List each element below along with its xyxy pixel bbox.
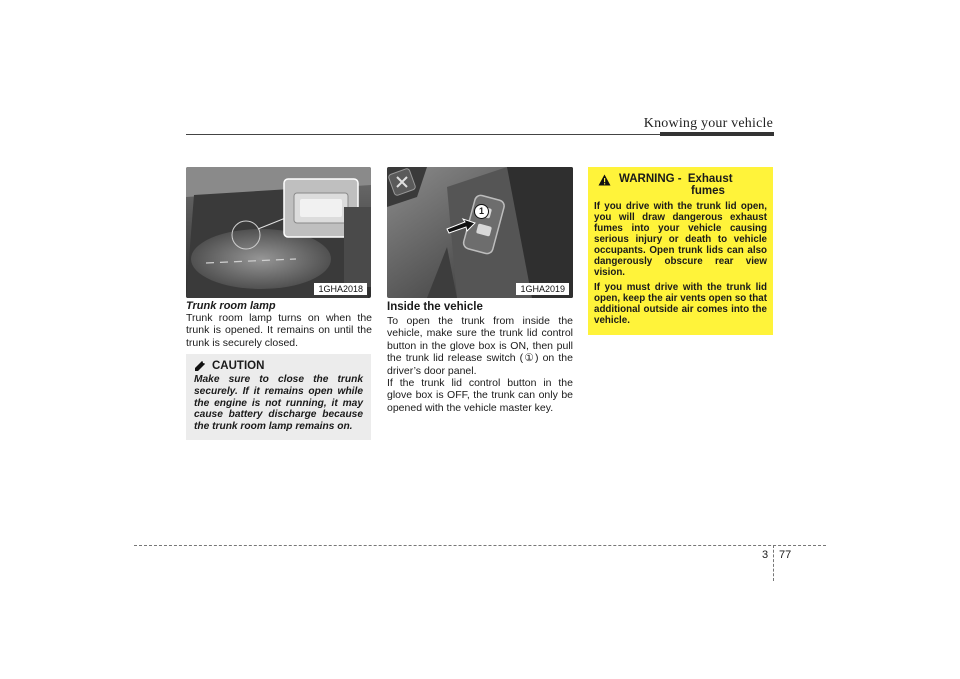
trunk-lamp-photo <box>186 167 371 298</box>
figure-code: 1GHA2018 <box>314 283 367 295</box>
caution-pen-icon <box>194 360 206 372</box>
door-panel-illustration <box>387 167 573 298</box>
warning-title-line2: fumes <box>691 185 725 197</box>
inside-vehicle-paragraph-2: If the trunk lid control button in the glove box is OFF, the trunk can only be opened with the vehicle master key. <box>387 377 573 414</box>
caution-title: CAUTION <box>212 360 265 372</box>
trunk-lamp-description: Trunk room lamp turns on when the trunk is opened. It remains on until the trunk is securely closed. <box>186 312 372 349</box>
caution-title-row <box>194 360 363 372</box>
warning-text-1: If you drive with the trunk lid open, you will draw dangerous exhaust fumes into your vehicle causing serious injury or death to vehicle occupants. Open trunk lids can also dangerously obscure rear view vision. <box>594 201 767 278</box>
callout-number: 1 <box>474 204 489 219</box>
caution-box <box>186 354 371 440</box>
page-number: 77 <box>779 549 792 561</box>
warning-box <box>588 167 773 335</box>
section-title: Knowing your vehicle <box>643 116 773 131</box>
warning-triangle-icon <box>598 174 611 186</box>
footer-rule <box>134 545 826 546</box>
caution-text: Make sure to close the trunk securely. If it remains open while the engine is not running, it may cause battery discharge because the trunk room lamp remains on. <box>194 374 363 433</box>
trunk-lamp-illustration <box>186 167 371 298</box>
warning-title-row <box>594 173 767 197</box>
middle-text-block <box>387 301 573 414</box>
figure-code: 1GHA2019 <box>516 283 569 295</box>
warning-title-prefix: WARNING - <box>619 173 682 185</box>
footer-divider <box>773 545 774 581</box>
warning-title-line1: Exhaust <box>687 173 733 185</box>
left-text-block <box>186 300 372 349</box>
door-panel-photo <box>387 167 573 298</box>
warning-text-2: If you must drive with the trunk lid open, keep the air vents open so that additional outside air comes into the vehicle. <box>594 282 767 326</box>
section-heading: Inside the vehicle <box>387 301 483 313</box>
header-rule-accent <box>660 132 774 136</box>
figure-caption: Trunk room lamp <box>186 300 276 312</box>
chapter-number: 3 <box>762 549 769 561</box>
inside-vehicle-paragraph-1: To open the trunk from inside the vehicle, make sure the trunk lid control button in the glove box is ON, then pull the trunk lid release switch (①) on the driver’s door panel. <box>387 315 573 377</box>
